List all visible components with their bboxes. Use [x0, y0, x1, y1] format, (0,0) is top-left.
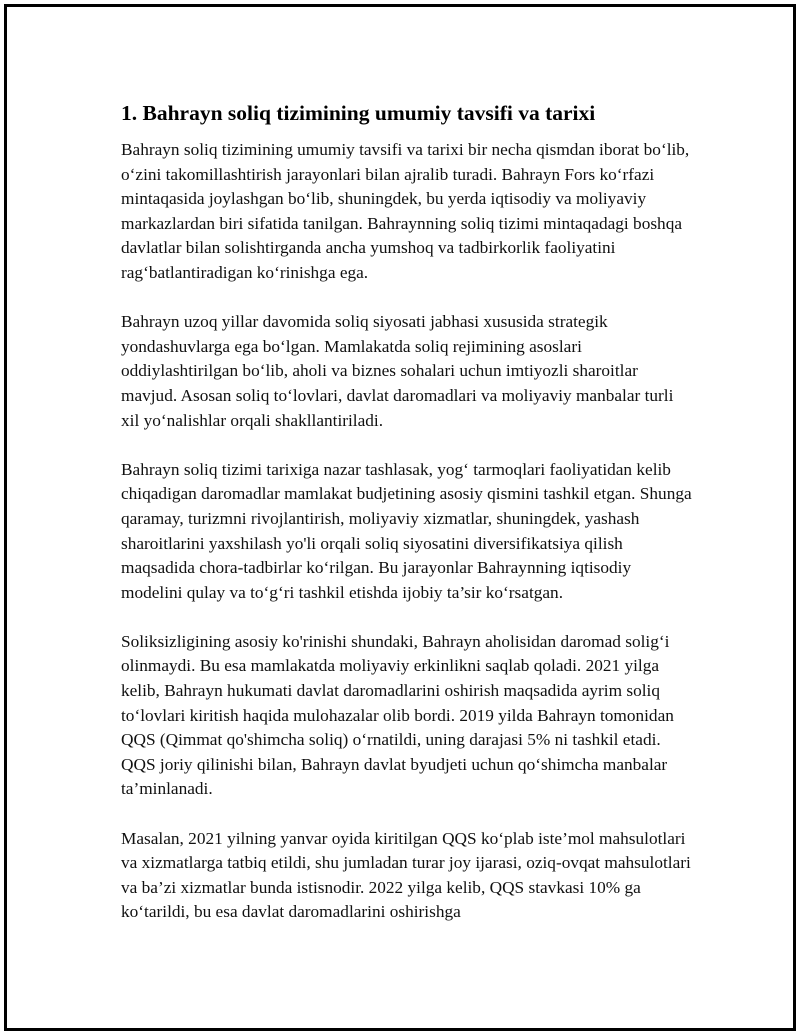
- paragraph: Soliksizligining asosiy ko'rinishi shundaki, Bahrayn aholisidan daromad solig‘i olinmaydi. Bu esa mamlakatda moliyaviy erkinlikni saqlab qoladi. 2021 yilga kelib, Bahrayn hukumati davlat daromadlarini oshirish maqsadida ayrim soliq to‘lovlari kiritish haqida mulohazalar olib bordi. 2019 yilda Bahrayn tomonidan QQS (Qimmat qo'shimcha soliq) o‘rnatildi, uning darajasi 5% ni tashkil etadi. QQS joriy qilinishi bilan, Bahrayn davlat byudjeti uchun qo‘shimcha manbalar ta’minlanadi.: [121, 631, 674, 799]
- paragraph: Masalan, 2021 yilning yanvar oyida kiritilgan QQS ko‘plab iste’mol mahsulotlari va xizmatlarga tatbiq etildi, shu jumladan turar joy ijarasi, oziq-ovqat mahsulotlari va ba’zi xizmatlar bunda istisnodir. 2022 yilga kelib, QQS stavkasi 10% ga ko‘tarildi, bu esa davlat daromadlarini oshirishga: [121, 828, 691, 922]
- paragraph: Bahrayn uzoq yillar davomida soliq siyosati jabhasi xususida strategik yondashuvlarga ega bo‘lgan. Mamlakatda soliq rejimining asoslari oddiylashtirilgan bo‘lib, aholi va biznes sohalari uchun imtiyozli sharoitlar mavjud. Asosan soliq to‘lovlari, davlat daromadlari va moliyaviy manbalar turli xil yo‘nalishlar orqali shakllantiriladi.: [121, 312, 674, 430]
- document-body: [121, 99, 693, 950]
- page-frame: [4, 4, 796, 1031]
- section-heading: 1. Bahrayn soliq tizimining umumiy tavsifi va tarixi: [121, 101, 596, 125]
- paragraph: Bahrayn soliq tizimi tarixiga nazar tashlasak, yog‘ tarmoqlari faoliyatidan kelib chiqadigan daromadlar mamlakat budjetining asosiy qismini tashkil etgan. Shunga qaramay, turizmni rivojlantirish, moliyaviy xizmatlar, shuningdek, yashash sharoitlarini yaxshilash yo'li orqali soliq siyosatini diversifikatsiya qilish maqsadida chora-tadbirlar ko‘rilgan. Bu jarayonlar Bahraynning iqtisodiy modelini qulay va to‘g‘ri tashkil etishda ijobiy ta’sir ko‘rsatgan.: [121, 459, 692, 602]
- paragraph: Bahrayn soliq tizimining umumiy tavsifi va tarixi bir necha qismdan iborat bo‘lib, o‘zini takomillashtirish jarayonlari bilan ajralib turadi. Bahrayn Fors ko‘rfazi mintaqasida joylashgan bo‘lib, shuningdek, bu yerda iqtisodiy va moliyaviy markazlardan biri sifatida tanilgan. Bahraynning soliq tizimi mintaqadagi boshqa davlatlar bilan solishtirganda ancha yumshoq va tadbirkorlik faoliyatini rag‘batlantiradigan ko‘rinishga ega.: [121, 140, 690, 282]
